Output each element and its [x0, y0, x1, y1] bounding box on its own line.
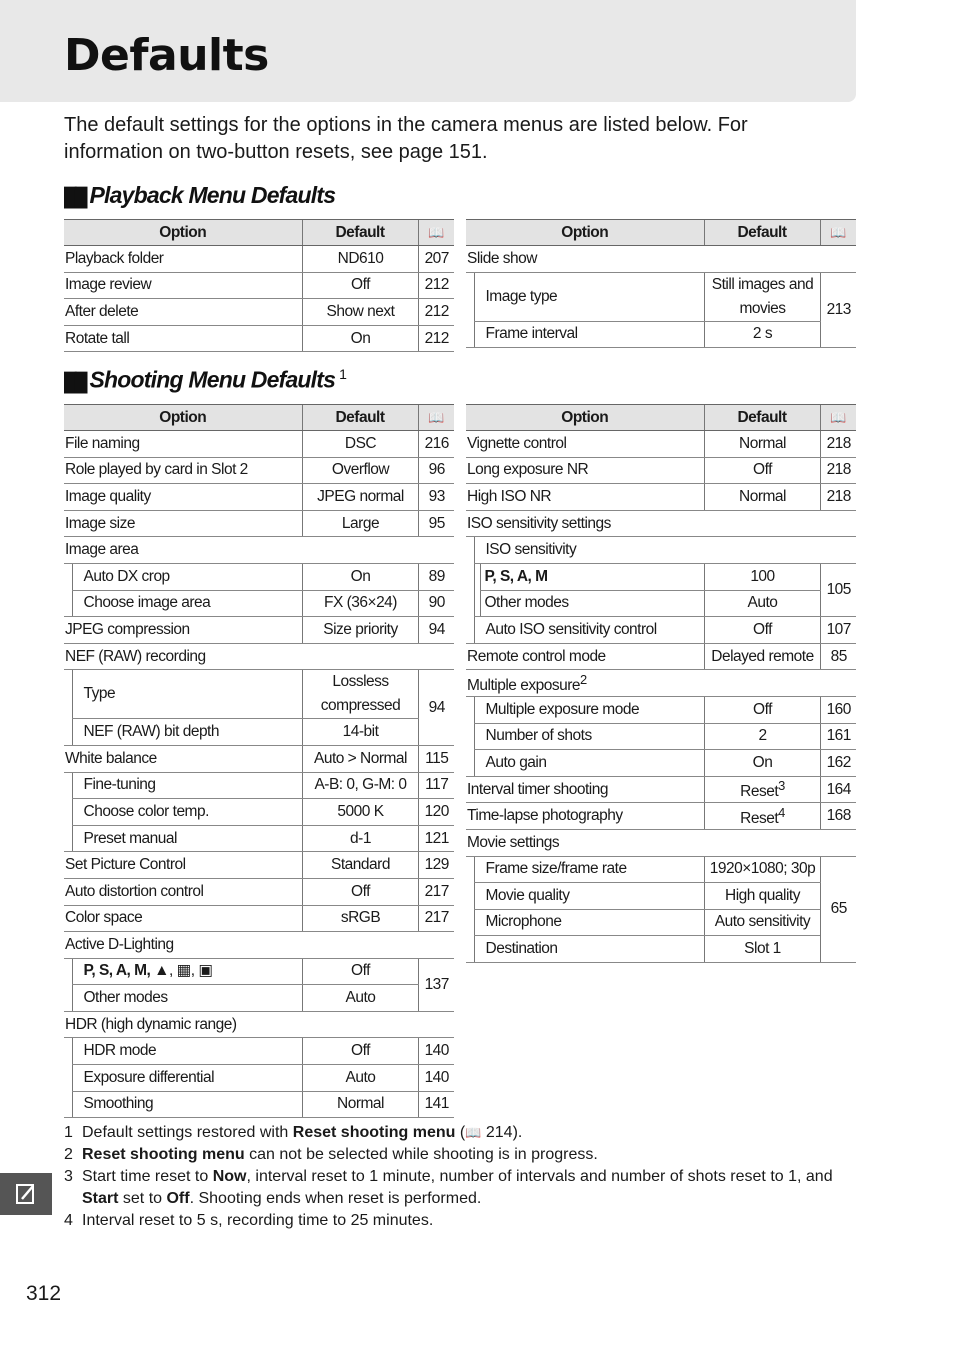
table-row: Type Lossless compressed 94: [64, 670, 454, 719]
playback-heading-text: Playback Menu Defaults: [89, 182, 336, 208]
col-option: Option: [466, 220, 704, 246]
table-row: Smoothing Normal 141: [64, 1091, 454, 1118]
book-icon: 📖: [418, 405, 454, 431]
table-row: Remote control mode Delayed remote 85: [466, 643, 856, 670]
shooting-table-right: [466, 404, 856, 963]
table-row: Image size Large 95: [64, 510, 454, 537]
table-row: Color space sRGB 217: [64, 905, 454, 932]
table-row: ISO sensitivity settings: [466, 510, 856, 537]
table-row: HDR (high dynamic range): [64, 1011, 454, 1038]
table-row: Image quality JPEG normal 93: [64, 484, 454, 511]
table-row: Exposure differential Auto 140: [64, 1065, 454, 1092]
table-row: Auto ISO sensitivity control Off 107: [466, 617, 856, 644]
table-row: Fine-tuning A-B: 0, G-M: 0 117: [64, 772, 454, 799]
table-row: File naming DSC 216: [64, 431, 454, 458]
table-row: Rotate tall On 212: [64, 325, 454, 352]
book-icon: 📖: [820, 220, 856, 246]
table-row: Long exposure NR Off 218: [466, 457, 856, 484]
scene-mode-icons: ▲, ▦, ▣: [154, 962, 213, 980]
table-row: HDR mode Off 140: [64, 1038, 454, 1065]
table-row: Number of shots 2 161: [466, 723, 856, 750]
table-row: White balance Auto > Normal 115: [64, 745, 454, 772]
table-row: Preset manual d-1 121: [64, 825, 454, 852]
table-row: Choose color temp. 5000 K 120: [64, 799, 454, 826]
table-row: Frame size/frame rate 1920×1080; 30p 65: [466, 856, 856, 883]
table-row: NEF (RAW) bit depth 14-bit: [64, 719, 454, 746]
table-row: Auto DX crop On 89: [64, 563, 454, 590]
shooting-heading: ██ Shooting Menu Defaults $^1$: [64, 366, 347, 393]
col-option: Option: [466, 405, 704, 431]
table-row: Slide show: [466, 246, 856, 273]
table-row: Other modes Auto: [64, 985, 454, 1012]
table-row: Image review Off 212: [64, 272, 454, 299]
table-row: Destination Slot 1: [466, 936, 856, 963]
col-option: Option: [64, 220, 302, 246]
table-row: Frame interval 2 s: [466, 321, 856, 348]
table-row: P, S, A, M, ▲, ▦, ▣ Off 137: [64, 958, 454, 985]
playback-table-right: [466, 219, 856, 348]
col-default: Default: [704, 220, 820, 246]
table-row: Movie quality High quality: [466, 883, 856, 910]
table-row: After delete Show next 212: [64, 299, 454, 326]
footnote-2: 2 Reset shooting menu can not be selected while shooting is in progress.: [64, 1146, 598, 1163]
table-row: P, S, A, M 100 105: [466, 563, 856, 590]
section-marker-icon: ██: [64, 187, 86, 207]
page-number: 312: [26, 1282, 62, 1305]
book-icon: 📖: [820, 405, 856, 431]
table-row: ISO sensitivity: [466, 537, 856, 564]
shooting-heading-text: Shooting Menu Defaults: [89, 366, 336, 393]
table-row: Multiple exposure mode Off 160: [466, 696, 856, 723]
footnote-1: 1 Default settings restored with Reset shooting menu (📖 214).: [64, 1124, 523, 1141]
col-default: Default: [302, 405, 418, 431]
table-row: JPEG compression Size priority 94: [64, 617, 454, 644]
side-tab: [0, 1173, 52, 1215]
col-default: Default: [302, 220, 418, 246]
footnote-4: 4 Interval reset to 5 s, recording time to 25 minutes.: [64, 1212, 434, 1229]
table-row: Interval timer shooting Reset$^3$ 164: [466, 776, 856, 803]
table-row: Set Picture Control Standard 129: [64, 852, 454, 879]
table-row: Image area: [64, 537, 454, 564]
playback-table-left: [64, 219, 454, 352]
table-row: Multiple exposure$^2$: [466, 670, 856, 697]
table-row: High ISO NR Normal 218: [466, 484, 856, 511]
table-row: Auto gain On 162: [466, 750, 856, 777]
table-row: Microphone Auto sensitivity: [466, 909, 856, 936]
table-row: Choose image area FX (36×24) 90: [64, 590, 454, 617]
table-row: Role played by card in Slot 2 Overflow 96: [64, 457, 454, 484]
table-row: Image type Still images and movies 213: [466, 272, 856, 321]
col-option: Option: [64, 405, 302, 431]
menu-guide-icon: [14, 1182, 38, 1206]
section-marker-icon: ██: [64, 371, 86, 392]
page-title: Defaults: [64, 30, 269, 81]
table-row: Active D-Lighting: [64, 932, 454, 959]
footnote-3: 3 Start time reset to Now, interval reset to 1 minute, number of intervals and number of shots reset to 1, and Start set to Off. Shooting ends when reset is performed.: [64, 1168, 833, 1207]
shooting-table-left: [64, 404, 454, 1118]
footnotes: [64, 1122, 864, 1232]
table-row: Other modes Auto: [466, 590, 856, 617]
table-row: Auto distortion control Off 217: [64, 878, 454, 905]
table-row: NEF (RAW) recording: [64, 643, 454, 670]
col-default: Default: [704, 405, 820, 431]
table-row: Playback folder ND610 207: [64, 246, 454, 273]
intro-paragraph: The default settings for the options in the camera menus are listed below. For information on two-button resets, see page 151.: [64, 114, 748, 163]
table-row: Vignette control Normal 218: [466, 431, 856, 458]
table-row: Movie settings: [466, 829, 856, 856]
book-icon: 📖: [465, 1125, 482, 1140]
book-icon: 📖: [418, 220, 454, 246]
table-row: Time-lapse photography Reset$^4$ 168: [466, 803, 856, 830]
playback-heading: [64, 182, 335, 209]
